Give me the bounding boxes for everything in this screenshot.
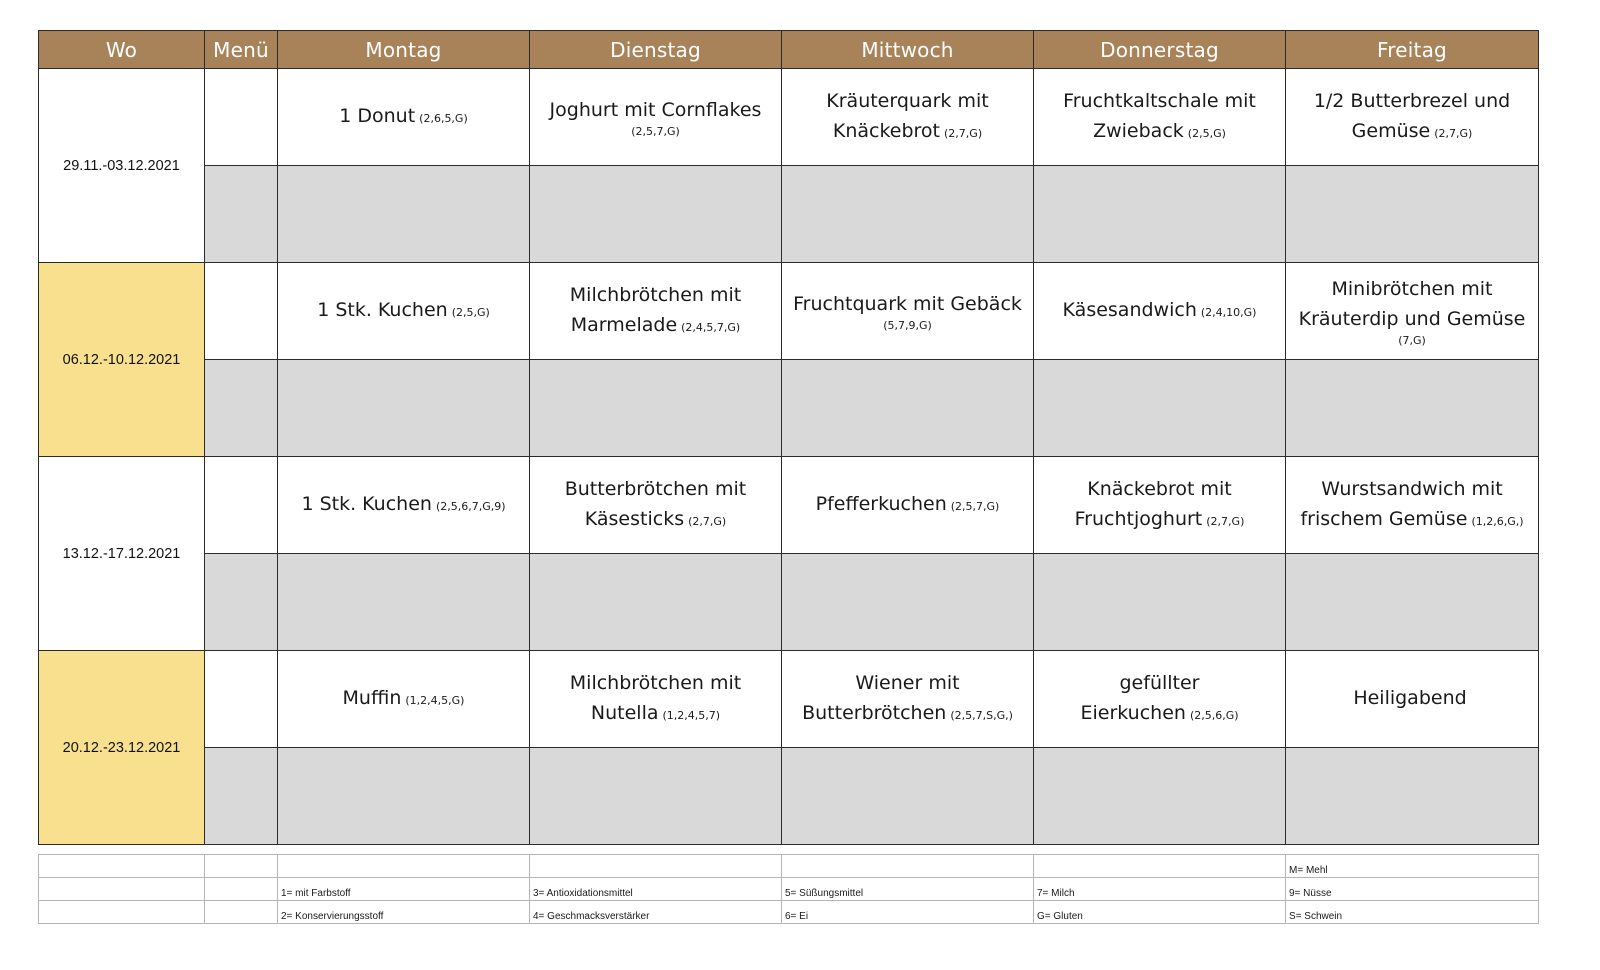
- empty-cell: [1034, 748, 1286, 845]
- empty-cell: [278, 748, 530, 845]
- week-row: [39, 69, 1539, 166]
- meal-cell-thursday: [1034, 263, 1286, 360]
- additive-codes: (1,2,4,5,7): [662, 708, 721, 722]
- empty-cell: [530, 554, 782, 651]
- legend-cell: [39, 855, 205, 878]
- legend-cell: [782, 855, 1034, 878]
- week-row: [39, 651, 1539, 748]
- meal-cell-thursday: [1034, 457, 1286, 554]
- legend-cell: G= Gluten: [1034, 901, 1286, 924]
- meal-cell-tuesday: [530, 69, 782, 166]
- meal-name: 1 Donut: [339, 104, 416, 127]
- meal-entry: [530, 280, 781, 343]
- legend-cell: [39, 878, 205, 901]
- meal-name: Heiligabend: [1353, 686, 1467, 709]
- header-monday: Montag: [278, 31, 530, 69]
- header-menu: Menü: [205, 31, 278, 69]
- empty-cell: [1034, 166, 1286, 263]
- meal-cell-friday: [1286, 263, 1539, 360]
- meal-name: Butterbrötchen mit Käsesticks: [564, 477, 747, 530]
- meal-name: Kräuterquark mit Knäckebrot: [826, 89, 989, 142]
- additive-codes: (2,5,6,7,G,9): [435, 499, 506, 513]
- header-friday: Freitag: [1286, 31, 1539, 69]
- meal-name: Wurstsandwich mit frischem Gemüse: [1300, 477, 1503, 530]
- week-label: 06.12.-10.12.2021: [39, 263, 205, 457]
- header-wednesday: Mittwoch: [782, 31, 1034, 69]
- week-label: 13.12.-17.12.2021: [39, 457, 205, 651]
- empty-cell: [782, 748, 1034, 845]
- meal-entry: [1034, 668, 1285, 731]
- week-label: 20.12.-23.12.2021: [39, 651, 205, 845]
- menu-cell: [205, 69, 278, 166]
- additive-codes: (2,5,G): [451, 305, 490, 319]
- meal-entry: [295, 489, 511, 522]
- empty-cell: [530, 748, 782, 845]
- meal-cell-thursday: [1034, 651, 1286, 748]
- meal-name: Knäckebrot mit Fruchtjoghurt: [1074, 477, 1232, 530]
- meal-cell-monday: [278, 651, 530, 748]
- legend-cell: 9= Nüsse: [1286, 878, 1539, 901]
- meal-cell-wednesday: [782, 263, 1034, 360]
- meal-entry: [1286, 274, 1538, 348]
- meal-name: 1 Stk. Kuchen: [301, 492, 432, 515]
- meal-entry: [787, 289, 1028, 333]
- meal-name: 1/2 Butterbrezel und Gemüse: [1313, 89, 1511, 142]
- empty-cell: [278, 166, 530, 263]
- legend-cell: M= Mehl: [1286, 855, 1539, 878]
- empty-cell: [530, 166, 782, 263]
- legend-cell: [530, 855, 782, 878]
- legend-cell: [205, 855, 278, 878]
- meal-entry: [782, 86, 1033, 149]
- additive-codes: (2,5,G): [1187, 126, 1226, 140]
- empty-cell: [1286, 360, 1539, 457]
- meal-cell-friday: [1286, 457, 1539, 554]
- additive-codes: (2,4,5,7,G): [681, 320, 741, 334]
- meal-plan-body: [39, 69, 1539, 845]
- meal-cell-tuesday: [530, 457, 782, 554]
- meal-entry: [1347, 683, 1476, 716]
- meal-entry: [333, 101, 474, 134]
- meal-cell-tuesday: [530, 263, 782, 360]
- legend-cell: S= Schwein: [1286, 901, 1539, 924]
- meal-entry: [782, 668, 1033, 731]
- empty-cell: [205, 554, 278, 651]
- legend-cell: [205, 901, 278, 924]
- meal-entry: [810, 489, 1006, 522]
- meal-name: Milchbrötchen mit Nutella: [569, 671, 742, 724]
- legend-cell: [278, 855, 530, 878]
- header-row: [39, 31, 1539, 69]
- meal-name: Minibrötchen mit Kräuterdip und Gemüse: [1298, 277, 1526, 330]
- additive-codes: (2,7,G): [688, 514, 727, 528]
- empty-cell: [205, 748, 278, 845]
- meal-name: Muffin: [342, 686, 402, 709]
- legend-cell: [205, 878, 278, 901]
- menu-cell: [205, 263, 278, 360]
- additive-legend: [38, 854, 1539, 924]
- meal-name: Fruchtkaltschale mit Zwieback: [1063, 89, 1256, 142]
- meal-name: 1 Stk. Kuchen: [317, 298, 448, 321]
- legend-cell: 3= Antioxidationsmittel: [530, 878, 782, 901]
- legend-cell: 7= Milch: [1034, 878, 1286, 901]
- header-week: Wo: [39, 31, 205, 69]
- additive-codes: (2,5,7,G): [631, 124, 680, 138]
- additive-codes: (2,7,G): [944, 126, 983, 140]
- additive-codes: (2,6,5,G): [419, 111, 468, 125]
- empty-cell: [1034, 554, 1286, 651]
- meal-cell-friday: [1286, 69, 1539, 166]
- meal-plan-table: [38, 30, 1539, 845]
- empty-cell: [1286, 554, 1539, 651]
- legend-cell: 2= Konservierungsstoff: [278, 901, 530, 924]
- additive-codes: (2,4,10,G): [1200, 305, 1257, 319]
- meal-cell-monday: [278, 69, 530, 166]
- week-row: [39, 263, 1539, 360]
- meal-entry: [1034, 474, 1285, 537]
- additive-codes: (1,2,6,G,): [1471, 514, 1524, 528]
- additive-codes: (5,7,9,G): [883, 318, 932, 332]
- meal-entry: [337, 683, 471, 716]
- menu-cell: [205, 651, 278, 748]
- legend-cell: 1= mit Farbstoff: [278, 878, 530, 901]
- meal-entry: [544, 95, 768, 139]
- empty-cell: [1286, 166, 1539, 263]
- legend-cell: 6= Ei: [782, 901, 1034, 924]
- meal-entry: [1057, 295, 1263, 328]
- meal-cell-monday: [278, 457, 530, 554]
- additive-codes: (7,G): [1398, 333, 1426, 347]
- empty-cell: [782, 554, 1034, 651]
- week-row-empty: [39, 748, 1539, 845]
- legend-cell: [39, 901, 205, 924]
- meal-name: Pfefferkuchen: [815, 492, 947, 515]
- meal-name: Joghurt mit Cornflakes: [549, 98, 762, 121]
- empty-cell: [278, 554, 530, 651]
- meal-entry: [311, 295, 496, 328]
- additive-codes: (2,7,G): [1206, 514, 1245, 528]
- meal-entry: [530, 668, 781, 731]
- empty-cell: [278, 360, 530, 457]
- meal-cell-friday: [1286, 651, 1539, 748]
- additive-codes: (2,5,7,G): [950, 499, 1000, 513]
- additive-codes: (1,2,4,5,G): [405, 693, 465, 707]
- legend-cell: [1034, 855, 1286, 878]
- empty-cell: [782, 360, 1034, 457]
- additive-codes: (2,7,G): [1434, 126, 1473, 140]
- legend-cell: 5= Süßungsmittel: [782, 878, 1034, 901]
- meal-entry: [1034, 86, 1285, 149]
- legend-row: [39, 878, 1539, 901]
- legend-row: [39, 855, 1539, 878]
- meal-name: gefüllter Eierkuchen: [1080, 671, 1200, 724]
- meal-name: Milchbrötchen mit Marmelade: [569, 283, 742, 336]
- week-row: [39, 457, 1539, 554]
- empty-cell: [205, 166, 278, 263]
- meal-name: Wiener mit Butterbrötchen: [802, 671, 960, 724]
- legend-cell: 4= Geschmacksverstärker: [530, 901, 782, 924]
- empty-cell: [530, 360, 782, 457]
- week-row-empty: [39, 360, 1539, 457]
- meal-cell-tuesday: [530, 651, 782, 748]
- menu-cell: [205, 457, 278, 554]
- meal-cell-monday: [278, 263, 530, 360]
- week-label: 29.11.-03.12.2021: [39, 69, 205, 263]
- empty-cell: [1286, 748, 1539, 845]
- empty-cell: [1034, 360, 1286, 457]
- meal-entry: [1286, 474, 1538, 537]
- week-row-empty: [39, 554, 1539, 651]
- week-row-empty: [39, 166, 1539, 263]
- header-tuesday: Dienstag: [530, 31, 782, 69]
- additive-codes: (2,5,6,G): [1189, 708, 1239, 722]
- empty-cell: [205, 360, 278, 457]
- additive-codes: (2,5,7,S,G,): [950, 708, 1013, 722]
- meal-name: Fruchtquark mit Gebäck: [793, 292, 1022, 315]
- meal-entry: [530, 474, 781, 537]
- header-thursday: Donnerstag: [1034, 31, 1286, 69]
- meal-name: Käsesandwich: [1062, 298, 1197, 321]
- meal-cell-wednesday: [782, 457, 1034, 554]
- meal-cell-wednesday: [782, 69, 1034, 166]
- meal-cell-thursday: [1034, 69, 1286, 166]
- empty-cell: [782, 166, 1034, 263]
- meal-cell-wednesday: [782, 651, 1034, 748]
- meal-entry: [1286, 86, 1538, 149]
- legend-row: [39, 901, 1539, 924]
